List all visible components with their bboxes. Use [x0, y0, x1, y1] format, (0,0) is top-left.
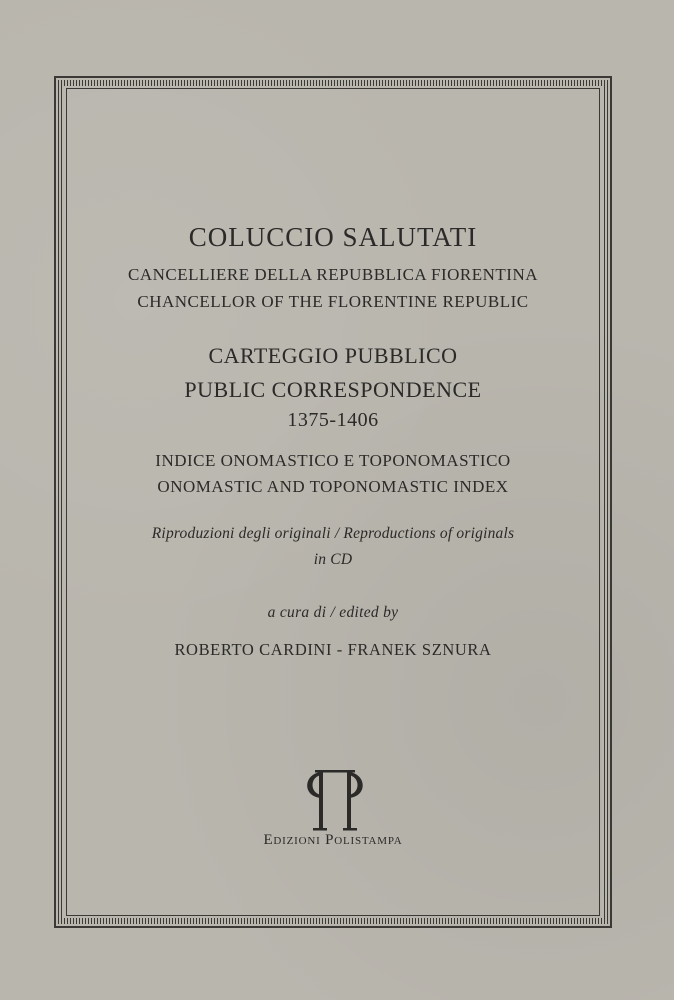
publisher-name: Edizioni Polistampa	[263, 832, 403, 848]
index-title-english: ONOMASTIC AND TOPONOMASTIC INDEX	[157, 477, 509, 496]
author-name: COLUCCIO SALUTATI	[188, 222, 478, 252]
index-title-italian: INDICE ONOMASTICO E TOPONOMASTICO	[155, 451, 511, 470]
cd-line: in CD	[313, 551, 353, 568]
subtitle-english: CHANCELLOR OF THE FLORENTINE REPUBLIC	[137, 292, 529, 311]
editors-names: ROBERTO CARDINI - FRANEK SZNURA	[174, 640, 492, 659]
title-italian: CARTEGGIO PUBBLICO	[208, 343, 458, 368]
title-english: PUBLIC CORRESPONDENCE	[184, 377, 482, 402]
edited-by-label: a cura di / edited by	[267, 604, 399, 621]
date-range: 1375-1406	[287, 409, 379, 431]
polistampa-logo-icon	[297, 768, 373, 832]
subtitle-italian: CANCELLIERE DELLA REPUBBLICA FIORENTINA	[127, 265, 539, 284]
reproductions-line: Riproduzioni degli originali / Reproductions of originals	[151, 525, 515, 542]
